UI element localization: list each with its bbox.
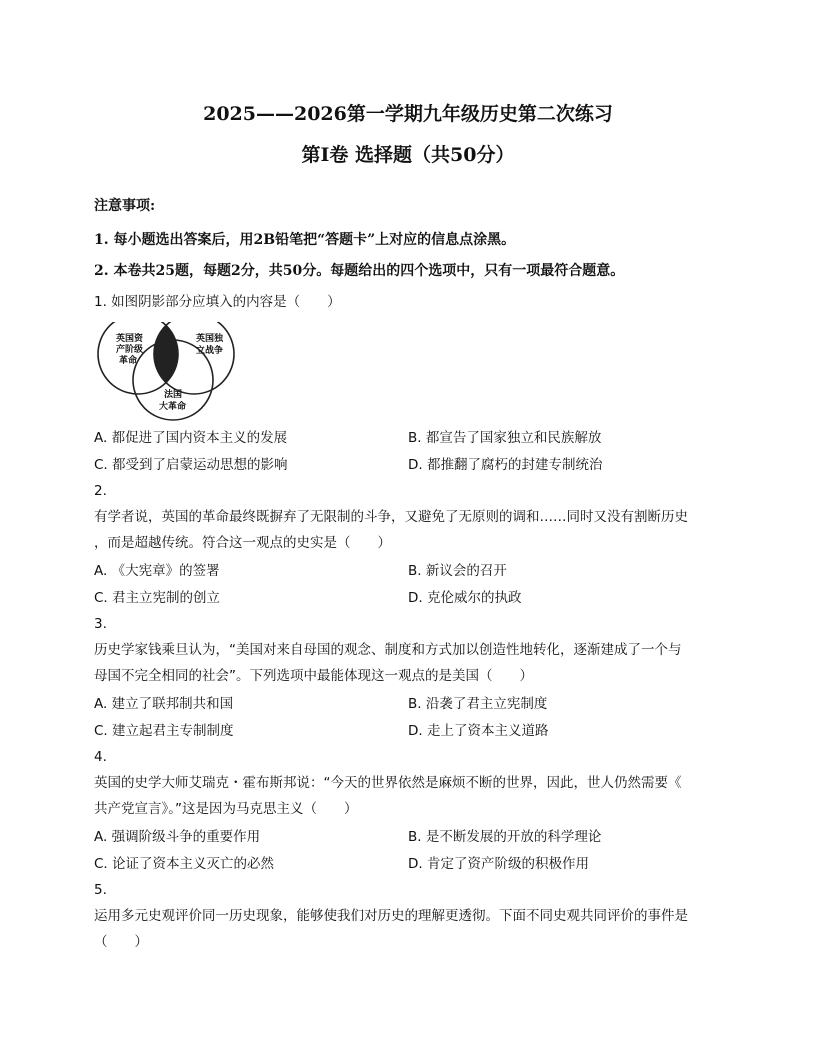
q3-option-b: B. 沿袭了君主立宪制度 [408,696,548,712]
question-5-number: 5. [94,882,107,898]
q1-option-d: D. 都推翻了腐朽的封建专制统治 [408,457,603,473]
q3-option-d: D. 走上了资本主义道路 [408,723,549,739]
venn-left-label-3: 革命 [119,356,138,366]
note-item-2: 2. 本卷共25题，每题2分，共50分。每题给出的四个选项中，只有一项最符合题意。 [94,263,625,279]
q4-option-d: D. 肯定了资产阶级的积极作用 [408,856,589,872]
question-3-stem-line-1: 历史学家钱乘旦认为，“美国对来自母国的观念、制度和方式加以创造性地转化，逐渐建成了一个与 [94,642,682,658]
q1-option-a: A. 都促进了国内资本主义的发展 [94,430,288,446]
question-2-number: 2. [94,483,107,499]
q3-option-c: C. 建立起君主专制制度 [94,723,234,739]
venn-right-label-1: 英国独 [196,334,224,344]
question-4-number: 4. [94,749,107,765]
question-4-stem-line-2: 共产党宣言》。”这是因为马克思主义（ ） [94,801,358,817]
question-3-number: 3. [94,616,107,632]
question-1-stem: 1. 如图阴影部分应填入的内容是（ ） [94,294,341,310]
q1-option-c: C. 都受到了启蒙运动思想的影响 [94,457,288,473]
exam-title: 2025——2026第一学期九年级历史第二次练习 [203,103,613,125]
venn-bottom-label-1: 法国 [164,390,183,400]
q2-option-b: B. 新议会的召开 [408,563,507,579]
venn-bottom-label-2: 大革命 [159,402,187,412]
q2-option-c: C. 君主立宪制的创立 [94,590,221,606]
question-2-stem-line-2: ，而是超越传统。符合这一观点的史实是（ ） [94,535,391,551]
question-5-stem-line-2: （ ） [94,934,148,950]
note-item-1: 1. 每小题选出答案后，用2B铅笔把“答题卡”上对应的信息点涂黑。 [94,232,516,248]
notes-heading: 注意事项: [94,198,156,214]
q4-option-b: B. 是不断发展的开放的科学理论 [408,829,602,845]
venn-left-label-1: 英国资 [116,334,144,344]
q2-option-a: A. 《大宪章》的签署 [94,563,220,579]
venn-left-label-2: 产阶级 [116,345,144,355]
question-5-stem-line-1: 运用多元史观评价同一历史现象，能够使我们对历史的理解更透彻。下面不同史观共同评价的事件是 [94,908,688,924]
q1-option-b: B. 都宣告了国家独立和民族解放 [408,430,602,446]
q2-option-d: D. 克伦威尔的执政 [408,590,522,606]
venn-diagram [96,322,256,422]
q3-option-a: A. 建立了联邦制共和国 [94,696,234,712]
question-2-stem-line-1: 有学者说，英国的革命最终既摒弃了无限制的斗争，又避免了无原则的调和……同时又没有割断历史 [94,509,688,525]
q4-option-a: A. 强调阶级斗争的重要作用 [94,829,261,845]
question-4-stem-line-1: 英国的史学大师艾瑞克・霍布斯邦说：“今天的世界依然是麻烦不断的世界，因此，世人仍然需要《 [94,775,682,791]
venn-right-label-2: 立战争 [196,346,224,356]
section-title: 第Ⅰ卷 选择题（共50分） [301,144,515,166]
q4-option-c: C. 论证了资本主义灭亡的必然 [94,856,275,872]
question-3-stem-line-2: 母国不完全相同的社会”。下列选项中最能体现这一观点的是美国（ ） [94,668,533,684]
